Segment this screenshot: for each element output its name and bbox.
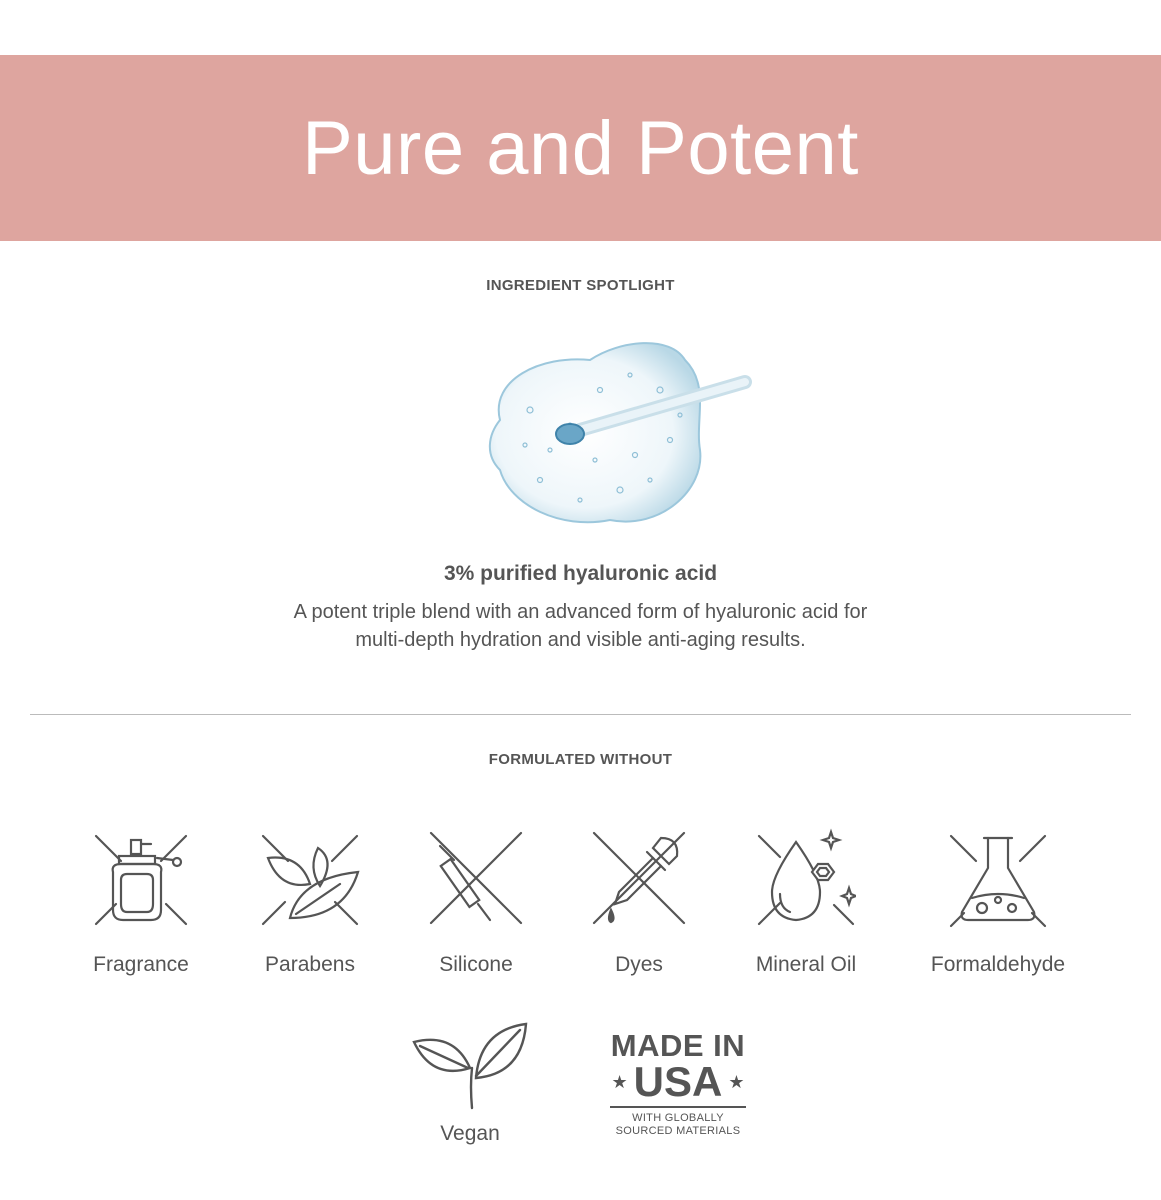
formulated-without-label: FORMULATED WITHOUT [488,751,673,768]
badge-rule [610,1106,746,1108]
free-from-dyes [549,828,729,988]
usa-text: USA [633,1058,723,1105]
page-title: Pure and Potent [302,105,859,191]
oil-drop-gem-icon [756,828,856,928]
ingredient-spotlight-label: INGREDIENT SPOTLIGHT [486,277,675,294]
free-from-silicone [386,828,566,988]
dropper-icon [589,828,689,928]
parabens-label: Parabens [265,953,355,976]
vegan-badge [400,1020,540,1150]
perfume-bottle-icon [91,828,191,928]
ingredient-title: 3% purified hyaluronic acid [443,562,718,585]
fragrance-label: Fragrance [93,953,189,976]
globally-text: WITH GLOBALLY [632,1112,724,1124]
free-from-mineral-oil [716,828,896,988]
ingredient-description: A potent triple blend with an advanced form of hyaluronic acid for multi-depth hydration and visible anti-aging results. [293,601,868,651]
vegan-leaves-icon [410,1020,530,1110]
vegan-label: Vegan [440,1122,500,1145]
header-banner [0,55,1161,241]
section-divider [30,714,1131,715]
free-from-formaldehyde [908,828,1088,988]
syringe-icon [426,828,526,928]
star-icon: ★ [728,1072,745,1092]
star-icon: ★ [611,1072,628,1092]
made-in-text: MADE IN [610,1028,746,1063]
free-from-fragrance [51,828,231,988]
free-from-parabens [220,828,400,988]
sourced-materials-text: SOURCED MATERIALS [615,1125,741,1137]
made-in-usa-badge [598,1030,758,1150]
silicone-label: Silicone [439,953,513,976]
flask-icon [948,828,1048,928]
dyes-label: Dyes [615,953,663,976]
mineral-oil-label: Mineral Oil [755,953,857,976]
leaves-icon [260,828,360,928]
usa-text-row [598,1058,758,1105]
hyaluronic-serum-image [470,330,760,540]
formaldehyde-label: Formaldehyde [930,953,1066,976]
